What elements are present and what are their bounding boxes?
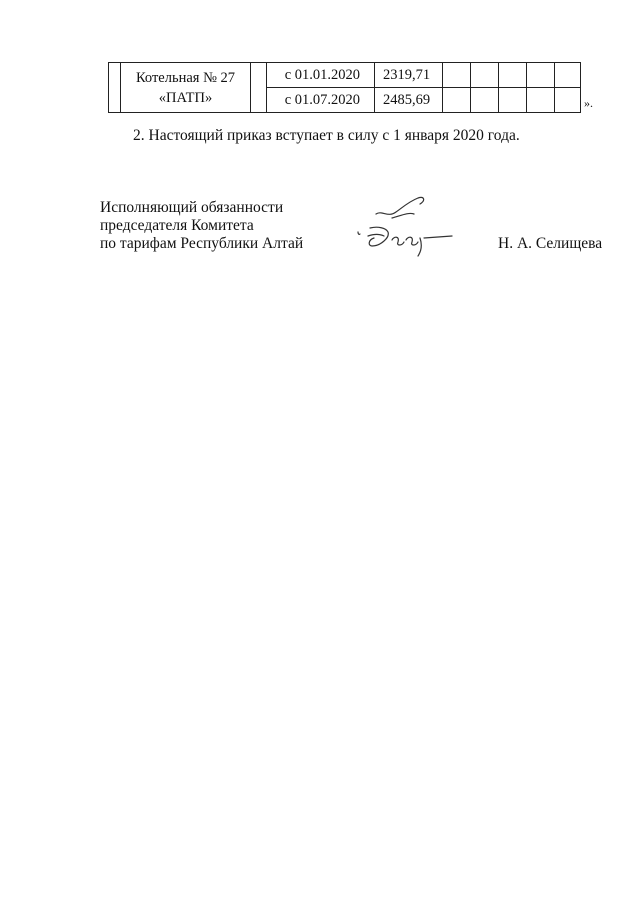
empty-cell xyxy=(251,63,267,113)
tariff-value-cell: 2485,69 xyxy=(375,88,443,113)
boiler-name-line2: «ПАТП» xyxy=(158,89,213,106)
signatory-title-line2: председателя Комитета xyxy=(100,217,254,234)
empty-cell xyxy=(555,88,581,113)
empty-cell xyxy=(527,63,555,88)
empty-cell xyxy=(471,88,499,113)
boiler-name-cell xyxy=(121,63,251,113)
tariff-table xyxy=(108,62,581,113)
empty-cell xyxy=(443,63,471,88)
empty-cell xyxy=(109,63,121,113)
empty-cell xyxy=(471,63,499,88)
signatory-title-line3: по тарифам Республики Алтай xyxy=(100,235,304,252)
handwritten-signature xyxy=(348,188,458,258)
signatory-title-line1: Исполняющий обязанности xyxy=(100,199,284,216)
period-cell: с 01.01.2020 xyxy=(267,63,375,88)
signatory-title xyxy=(100,199,303,253)
empty-cell xyxy=(555,63,581,88)
empty-cell xyxy=(499,88,527,113)
boiler-name-line1: Котельная № 27 xyxy=(135,69,236,86)
empty-cell xyxy=(443,88,471,113)
empty-cell xyxy=(499,63,527,88)
table-row xyxy=(109,63,581,88)
signer-name: Н. А. Селищева xyxy=(498,235,603,252)
tariff-value-cell: 2319,71 xyxy=(375,63,443,88)
empty-cell xyxy=(527,88,555,113)
period-cell: с 01.07.2020 xyxy=(267,88,375,113)
closing-quote-mark: ». xyxy=(584,96,593,110)
order-item-2: 2. Настоящий приказ вступает в силу с 1 января 2020 года. xyxy=(133,127,520,144)
